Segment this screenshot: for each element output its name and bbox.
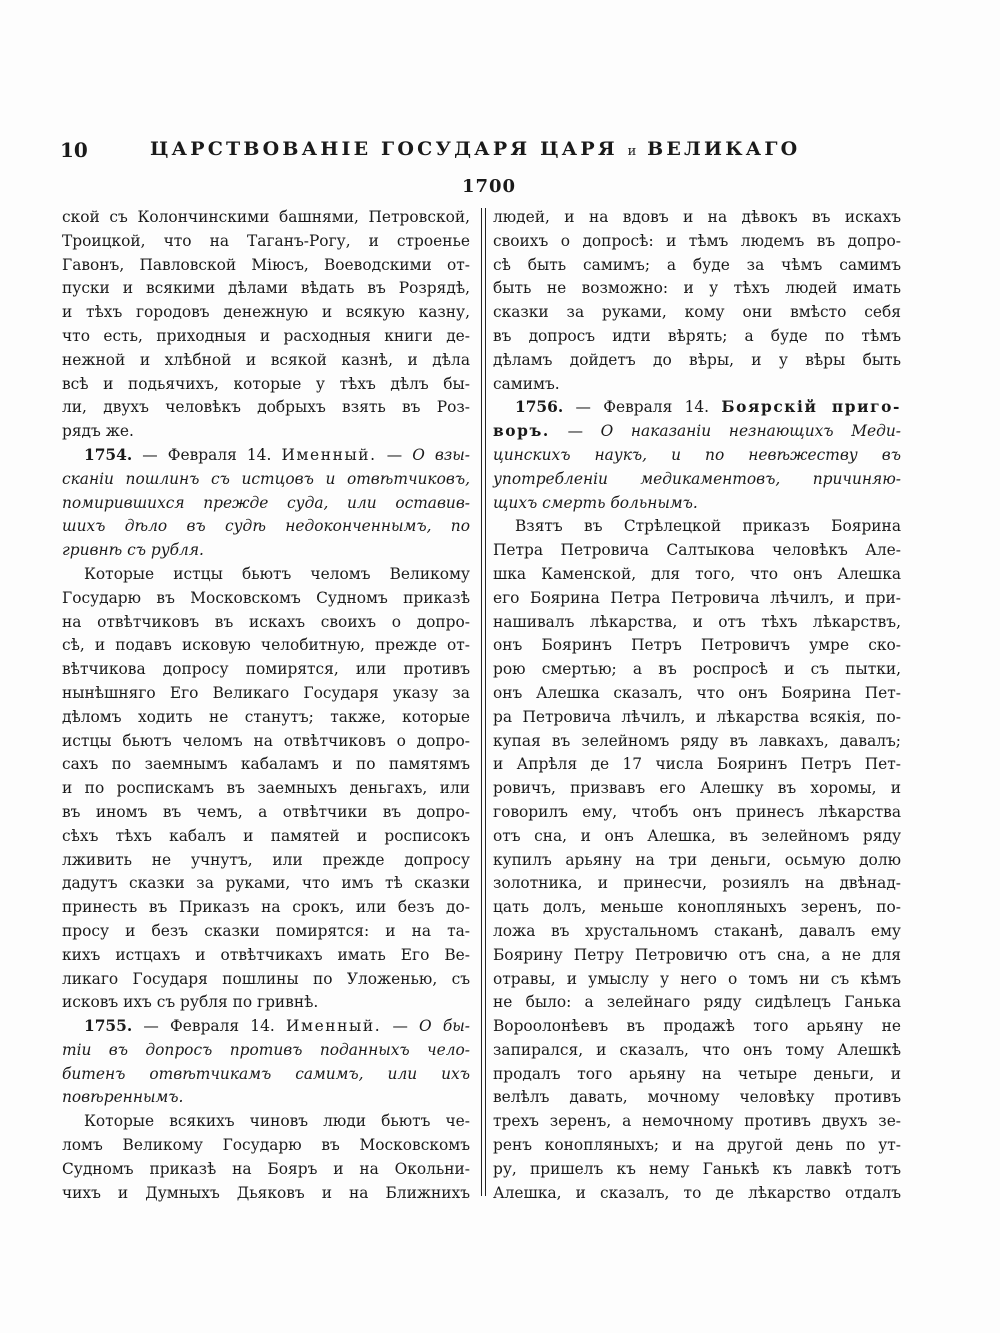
text-line: сѣхъ тѣхъ кабалъ и памятей и росписокъ bbox=[62, 826, 470, 845]
entry-heading bbox=[493, 396, 901, 420]
text-line: сахъ по заемнымъ кабаламъ и по памятямъ bbox=[62, 755, 470, 774]
running-title-main: ЦАРСТВОВАНІЕ ГОСУДАРЯ ЦАРЯ bbox=[150, 138, 618, 160]
running-head bbox=[60, 138, 940, 166]
text-line: рядъ же. bbox=[62, 422, 134, 441]
text-line: говорилъ ему, чтобъ онъ принесъ лѣкарства bbox=[493, 802, 901, 821]
text-line: ру, пришелъ къ нему Ганькѣ къ лавкѣ тотъ bbox=[493, 1159, 901, 1178]
text-line: нашивалъ лѣкарства, и отъ тѣхъ лѣкарствъ, bbox=[493, 612, 901, 631]
entry-type: Боярскій приго- bbox=[721, 398, 901, 417]
text-line: ской съ Колончинскими башнями, Петровской, bbox=[62, 208, 470, 226]
text-line: Взятъ въ Стрѣлецкой приказъ Боярина bbox=[515, 517, 901, 536]
text-line: и тѣхъ городовъ денежную и всякую казну, bbox=[62, 303, 470, 322]
entry-title-line: тіи въ допросъ противъ поданныхъ чело- bbox=[62, 1040, 470, 1059]
entry-title-line: сканіи пошлинъ съ истцовъ и отвѣтчиковъ, bbox=[62, 469, 470, 488]
entry-type-cont: воръ. bbox=[493, 422, 550, 441]
entry-number: 1756. bbox=[515, 398, 564, 417]
text-line: ренъ конопляныхъ; и на другой день по ут- bbox=[493, 1136, 901, 1155]
entry-heading-cont bbox=[493, 420, 901, 444]
running-title-conjunction: и bbox=[627, 144, 638, 159]
entry-title-line: щихъ смерть больнымъ. bbox=[493, 493, 698, 512]
dash: — bbox=[142, 445, 158, 464]
right-column bbox=[493, 206, 901, 1205]
dash: — bbox=[575, 398, 591, 417]
text-line: Петра Петровича Салтыкова человѣкъ Але- bbox=[493, 541, 901, 560]
entry-date: Февраля 14. bbox=[170, 1017, 275, 1036]
text-line: Гавонъ, Павловской Міюсъ, Воеводскими от- bbox=[62, 255, 470, 274]
text-line: трехъ зеренъ, а немочному противъ двухъ зе- bbox=[493, 1112, 901, 1131]
text-line: купая въ зелейномъ ряду въ лавкахъ, давалъ; bbox=[493, 731, 901, 750]
text-line: дѣламъ дойдетъ до вѣры, и у вѣры быть bbox=[493, 350, 901, 369]
text-line: ломъ Великому Государю въ Московскомъ bbox=[62, 1136, 470, 1155]
text-line: просу и безъ сказки помирятся: и на та- bbox=[62, 921, 470, 940]
entry-title: О взы- bbox=[412, 445, 470, 464]
running-title-end: ВЕЛИКАГО bbox=[647, 138, 801, 160]
entry-type: Именный. bbox=[286, 1017, 382, 1036]
text-line: онъ Алешка сказалъ, что онъ Боярина Пет- bbox=[493, 683, 901, 702]
left-column bbox=[62, 206, 470, 1205]
text-line: быть не возможно: и у тѣхъ людей имать bbox=[493, 279, 901, 298]
text-line: не было: а зелейнаго ряду сидѣлецъ Ганька bbox=[493, 993, 901, 1012]
text-line: продалъ того арьяну на четыре деньги, и bbox=[493, 1064, 901, 1083]
text-line: лживить не учнутъ, или прежде допросу bbox=[62, 850, 470, 869]
text-line: пуски и всякими дѣлами вѣдать въ Розрядѣ, bbox=[62, 279, 470, 298]
text-line: самимъ. bbox=[493, 374, 560, 393]
entry-date: Февраля 14. bbox=[603, 398, 710, 417]
text-line: сѣ, и подавъ исковую челобитную, прежде от- bbox=[62, 636, 470, 655]
text-line: шка Каменской, для того, что онъ Алешка bbox=[493, 564, 901, 583]
entry-number: 1754. bbox=[84, 445, 133, 464]
entry-title: О наказаніи незнающихъ Меди- bbox=[600, 422, 901, 441]
entry-1755 bbox=[62, 1015, 470, 1205]
text-line: сѣ быть самимъ; а буде за чѣмъ самимъ bbox=[493, 255, 901, 274]
year-heading bbox=[0, 176, 1000, 197]
text-line: кихъ истцахъ и отвѣтчикахъ имать Его Ве- bbox=[62, 945, 470, 964]
entry-date: Февраля 14. bbox=[167, 445, 272, 464]
entry-title-line: помирившихся прежде суда, или оставив- bbox=[62, 493, 470, 512]
text-line: Вороолонѣевъ въ продажѣ того арьяну не bbox=[493, 1017, 901, 1036]
entry-title-line: цинскихъ наукъ, и по невѣжеству въ bbox=[493, 445, 901, 464]
page-number: 10 bbox=[60, 138, 88, 162]
text-line: и по роспискамъ въ заемныхъ деньгахъ, или bbox=[62, 779, 470, 798]
text-line: чихъ и Думныхъ Дьяковъ и на Ближнихъ bbox=[62, 1183, 470, 1202]
entry-number: 1755. bbox=[84, 1017, 133, 1036]
text-line: ложа въ хрустальномъ стаканѣ, давалъ ему bbox=[493, 921, 901, 940]
text-line: Судномъ приказѣ на Бояръ и на Окольни- bbox=[62, 1159, 470, 1178]
text-line: купилъ арьяну на три деньги, осьмую долю bbox=[493, 850, 901, 869]
year-value: 1700 bbox=[461, 176, 517, 197]
entry-title-line: употребленіи медикаментовъ, причиняю- bbox=[493, 469, 901, 488]
text-line: въ иномъ въ чемъ, а отвѣтчики въ допро- bbox=[62, 802, 470, 821]
dash: — bbox=[392, 1017, 408, 1036]
entry-heading bbox=[62, 444, 470, 468]
text-line: дадутъ сказки за руками, что имъ тѣ сказки bbox=[62, 874, 470, 893]
text-line: Троицкой, что на Таганъ-Рогу, и строенье bbox=[62, 231, 470, 250]
text-line: Которые всякихъ чиновъ люди бьютъ че- bbox=[84, 1112, 470, 1131]
text-line: ли, двухъ человѣкъ добрыхъ взять въ Роз- bbox=[62, 398, 470, 417]
text-line: Которые истцы бьютъ челомъ Великому bbox=[84, 564, 470, 583]
text-line: цать долъ, меньше конопляныхъ зеренъ, по- bbox=[493, 898, 901, 917]
text-line: Боярину Петру Петровичю отъ сна, а не для bbox=[493, 945, 901, 964]
text-line: рою смертью; а въ роспросѣ и съ пытки, bbox=[493, 660, 901, 679]
text-line: принесть въ Приказъ на срокъ, или безъ до- bbox=[62, 898, 470, 917]
entry-1756 bbox=[493, 396, 901, 1205]
text-line: что есть, приходныя и расходныя книги де- bbox=[62, 326, 470, 345]
text-line: Алешка, и сказалъ, то де лѣкарство отдалъ bbox=[493, 1183, 901, 1202]
text-line: его Боярина Петра Петровича лѣчилъ, и при- bbox=[493, 588, 901, 607]
entry-title-line: гривнѣ съ рубля. bbox=[62, 541, 204, 560]
text-line: исковъ ихъ съ рубля по гривнѣ. bbox=[62, 993, 319, 1012]
text-line: отравы, и умыслу у него о томъ ни съ кѣмъ bbox=[493, 969, 901, 988]
text-line: запирался, и сказалъ, что онъ тому Алешкѣ bbox=[493, 1040, 901, 1059]
dash: — bbox=[386, 445, 403, 464]
text-line: своихъ о допросѣ: и тѣмъ людемъ въ допро- bbox=[493, 231, 901, 250]
entry-type: Именный. bbox=[281, 445, 377, 464]
text-line: истцы бьютъ челомъ на отвѣтчиковъ о допро- bbox=[62, 731, 470, 750]
text-line: сказки за руками, кому они вмѣсто себя bbox=[493, 303, 901, 322]
text-line: вѣтчикова допросу помирятся, или противъ bbox=[62, 660, 470, 679]
text-line: ликаго Государя пошлины по Уложенью, съ bbox=[62, 969, 470, 988]
text-line: отъ сна, и онъ Алешка, въ зелейномъ ряду bbox=[493, 826, 901, 845]
entry-title: О бы- bbox=[419, 1017, 470, 1036]
dash: — bbox=[567, 422, 583, 441]
entry-1754 bbox=[62, 444, 470, 1015]
entry-heading bbox=[62, 1015, 470, 1039]
text-line: на отвѣтчиковъ въ искахъ своихъ о допро- bbox=[62, 612, 470, 631]
text-line: велѣлъ давать, мочному человѣку противъ bbox=[493, 1088, 901, 1107]
text-line: ра Петровича лѣчилъ, и лѣкарства всякія, по- bbox=[493, 707, 901, 726]
text-line: людей, и на вдовъ и на дѣвокъ въ искахъ bbox=[493, 208, 901, 226]
column-divider bbox=[481, 208, 486, 1196]
text-line: Государю въ Московскомъ Судномъ приказѣ bbox=[62, 588, 470, 607]
text-line: и Апрѣля де 17 числа Бояринъ Петръ Пет- bbox=[493, 755, 901, 774]
text-line: въ допросъ идти вѣрять; а буде по тѣмъ bbox=[493, 326, 901, 345]
entry-title-line: битенъ отвѣтчикамъ самимъ, или ихъ bbox=[62, 1064, 470, 1083]
entry-title-line: повѣреннымъ. bbox=[62, 1088, 184, 1107]
text-line: золотника, и принесчи, розиялъ на двѣнад- bbox=[493, 874, 901, 893]
text-line: дѣломъ ходить не станутъ; также, которые bbox=[62, 707, 470, 726]
text-line: всѣ и подьячихъ, которые у тѣхъ дѣлъ бы- bbox=[62, 374, 470, 393]
running-title bbox=[150, 138, 800, 160]
dash: — bbox=[143, 1017, 159, 1036]
entry-title-line: шихъ дѣло въ судѣ недоконченнымъ, по bbox=[62, 517, 470, 536]
text-line: нежной и хлѣбной и всякой казнѣ, и дѣла bbox=[62, 350, 470, 369]
text-line: нынѣшняго Его Великаго Государя указу за bbox=[62, 683, 470, 702]
text-line: онъ Бояринъ Петръ Петровичъ умре ско- bbox=[493, 636, 901, 655]
text-line: ровичъ, призвавъ его Алешку въ хоромы, и bbox=[493, 779, 901, 798]
